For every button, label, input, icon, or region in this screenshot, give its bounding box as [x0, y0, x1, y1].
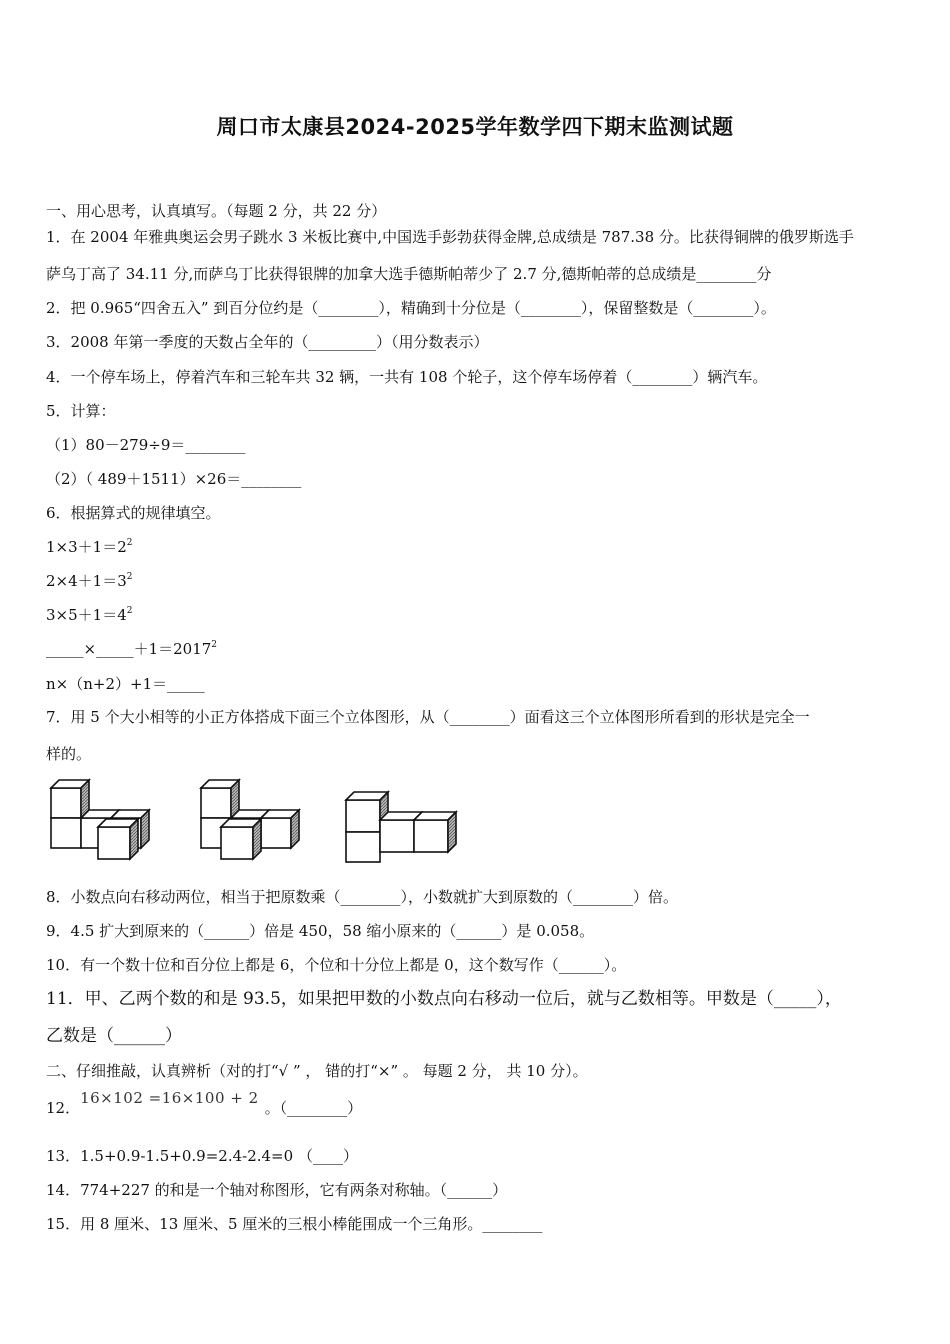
- question-12-formula: 16×102 =16×100 + 2: [80, 1089, 259, 1107]
- question-1-line1: 1．在 2004 年雅典奥运会男子跳水 3 米板比赛中,中国选手彭勃获得金牌,总成绩是 787.38 分。比获得铜牌的俄罗斯选手: [46, 228, 854, 246]
- pattern-line-1: $1\times 3+1=2^2$: [46, 538, 133, 556]
- section2-heading: 二、仔细推敲，认真辨析（对的打“√ ” ， 错的打“×” 。 每题 2 分， 共 10 分）。: [46, 1062, 588, 1080]
- question-11-line1: 11．甲、乙两个数的和是 93.5，如果把甲数的小数点向右移动一位后，就与乙数相等。甲数是（_____），: [46, 989, 842, 1009]
- cube-figure-3: [341, 775, 461, 867]
- question-3: 3．2008 年第一季度的天数占全年的（_________）（用分数表示）: [46, 333, 489, 351]
- page-title: 周口市太康县2024-2025学年数学四下期末监测试题: [216, 115, 734, 139]
- question-15: 15．用 8 厘米、13 厘米、5 厘米的三根小棒能围成一个三角形。________: [46, 1215, 543, 1233]
- pattern-line-3: $3\times 5+1=4^2$: [46, 606, 133, 624]
- question-13: 13．1.5+0.9-1.5+0.9=2.4-2.4=0 （____）: [46, 1147, 358, 1165]
- question-7-line2: 样的。: [46, 745, 92, 763]
- question-4: 4．一个停车场上，停着汽车和三轮车共 32 辆，一共有 108 个轮子，这个停车场停着（________）辆汽车。: [46, 368, 768, 386]
- question-5: 5．计算：: [46, 402, 116, 420]
- question-8: 8．小数点向右移动两位，相当于把原数乘（________），小数就扩大到原数的（________）倍。: [46, 888, 679, 906]
- question-5-part2: （2）（ 489＋1511）×26＝________: [46, 470, 302, 488]
- question-14: 14．774+227 的和是一个轴对称图形，它有两条对称轴。（______）: [46, 1181, 508, 1199]
- question-12: 12．16×102 =16×100 + 2。（________）: [46, 1089, 363, 1117]
- cube-figure-1: [46, 775, 156, 867]
- pattern-line-2: $2\times 4+1=3^2$: [46, 572, 133, 590]
- cube-figure-2: [196, 775, 306, 867]
- question-2: 2．把 0.965“四舍五入” 到百分位约是（________），精确到十分位是（________），保留整数是（________）。: [46, 299, 776, 317]
- pattern-line-4: $\_\_\_\_\_\times\_\_\_\_\_+1=2017^2$: [46, 640, 218, 658]
- question-7-line1: 7．用 5 个大小相等的小正方体搭成下面三个立体图形，从（________）面看这三个立体图形所看到的形状是完全一: [46, 708, 810, 726]
- pattern-line-5: n×（n+2）+1＝_____: [46, 675, 205, 693]
- question-9: 9．4.5 扩大到原来的（______）倍是 450，58 缩小原来的（______）是 0.058。: [46, 922, 595, 940]
- question-11-line2: 乙数是（______）: [46, 1026, 182, 1046]
- cube-figures: [46, 775, 466, 867]
- question-1-line2: 萨乌丁高了 34.11 分,而萨乌丁比获得银牌的加拿大选手德斯帕蒂少了 2.7 分,德斯帕蒂的总成绩是________分: [46, 265, 772, 283]
- question-10: 10．有一个数十位和百分位上都是 6，个位和十分位上都是 0，这个数写作（______）。: [46, 956, 627, 974]
- section1-heading: 一、用心思考，认真填写。（每题 2 分，共 22 分）: [46, 202, 387, 220]
- question-6: 6．根据算式的规律填空。: [46, 504, 221, 522]
- question-5-part1: （1）80－279÷9＝________: [46, 436, 246, 454]
